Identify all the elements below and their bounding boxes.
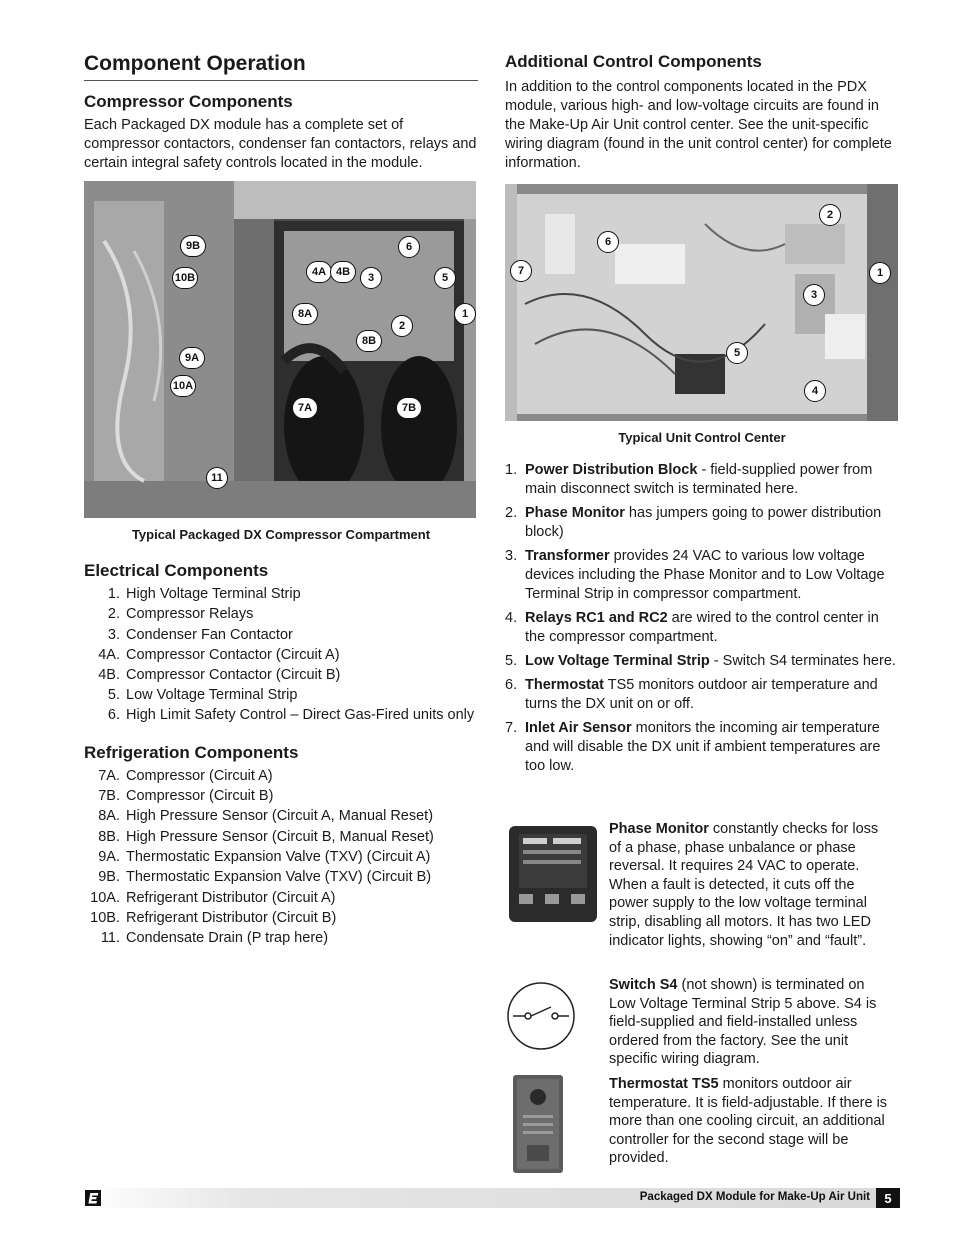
- electrical-list: [84, 584, 478, 724]
- additional-heading: Additional Control Components: [505, 52, 762, 71]
- photo-label-7a: 7A: [292, 397, 318, 419]
- list-item: 1. Power Distribution Block - field-supplied power from main disconnect switch is terminated here.: [505, 462, 873, 497]
- control-label-7: 7: [510, 260, 532, 282]
- company-logo-icon: [84, 1189, 102, 1207]
- additional-body: In addition to the control components located in the PDX module, various high- and low-voltage circuits are found in the Make-Up Air Unit control center. See the unit-specific wiring diagram (found in the unit control center) for complete information.: [505, 79, 892, 171]
- right-column: [505, 50, 899, 781]
- page-footer: [84, 1188, 900, 1208]
- photo-label-2: 2: [391, 315, 413, 337]
- page-number: 5: [876, 1188, 900, 1208]
- list-item: 8B. High Pressure Sensor (Circuit B, Manual Reset): [98, 828, 434, 845]
- list-item: 4B. Compressor Contactor (Circuit B): [98, 667, 341, 684]
- switch-symbol-icon: [505, 976, 601, 1056]
- photo-label-9b: 9B: [180, 235, 206, 257]
- control-label-2: 2: [819, 204, 841, 226]
- compressor-body: Each Packaged DX module has a complete set of compressor contactors, condenser fan contactors, relays and certain integral safety controls located in the module.: [84, 117, 477, 171]
- control-component-list: [505, 461, 899, 776]
- control-label-1: 1: [869, 262, 891, 284]
- list-item: 11. Condensate Drain (P trap here): [100, 930, 329, 947]
- list-item: 3. Condenser Fan Contactor: [107, 626, 293, 643]
- control-label-4: 4: [804, 380, 826, 402]
- list-item: 9A. Thermostatic Expansion Valve (TXV) (Circuit A): [98, 848, 431, 865]
- switch-s4-text: Switch S4 (not shown) is terminated on Low Voltage Terminal Strip 5 above. S4 is field-supplied and field-installed unless ordered from the factory. See the unit specific wiring diagram.: [609, 977, 877, 1068]
- thermostat-ts5-row: [505, 1075, 893, 1175]
- compressor-compartment-photo: [84, 181, 476, 518]
- page-heading: Component Operation: [84, 50, 478, 81]
- list-item: 7B. Compressor (Circuit B): [98, 788, 274, 805]
- list-item: 10A. Refrigerant Distributor (Circuit A): [90, 889, 336, 906]
- phase-monitor-text: Phase Monitor constantly checks for loss of a phase, phase unbalance or phase reversal. It requires 24 VAC to operate. When a fault is detected, it cuts off the power supply to the low voltage terminal strip, disabling all motors. It has two LED indicator lights, showing “on” and “fault”.: [609, 821, 879, 949]
- list-item: 6. High Limit Safety Control – Direct Gas-Fired units only: [107, 706, 475, 723]
- thermostat-image: [505, 1075, 601, 1175]
- electrical-heading: Electrical Components: [84, 561, 269, 580]
- photo-label-11: 11: [206, 467, 228, 489]
- list-item: 7A. Compressor (Circuit A): [98, 767, 273, 784]
- control-label-6: 6: [597, 231, 619, 253]
- photo-label-5: 5: [434, 267, 456, 289]
- control-label-3: 3: [803, 284, 825, 306]
- thermostat-icon: [505, 1075, 601, 1175]
- compressor-heading: Compressor Components: [84, 92, 293, 111]
- list-item: 1. High Voltage Terminal Strip: [107, 586, 301, 602]
- photo-label-8a: 8A: [292, 303, 318, 325]
- phase-monitor-row: [505, 820, 893, 950]
- photo-label-7b: 7B: [396, 397, 422, 419]
- list-item: 6. Thermostat TS5 monitors outdoor air temperature and turns the DX unit on or off.: [505, 677, 878, 712]
- list-item: 3. Transformer provides 24 VAC to various low voltage devices including the Phase Monitor and to Low Voltage Terminal Strip in compressor compartment.: [505, 548, 885, 602]
- control-center-caption: Typical Unit Control Center: [618, 430, 786, 445]
- photo-label-9a: 9A: [179, 347, 205, 369]
- control-label-5: 5: [726, 342, 748, 364]
- photo-label-4b: 4B: [330, 261, 356, 283]
- photo-label-10b: 10B: [172, 267, 198, 289]
- phase-monitor-image: [505, 820, 601, 930]
- list-item: 4A. Compressor Contactor (Circuit A): [98, 646, 340, 663]
- compressor-photo-caption: Typical Packaged DX Compressor Compartment: [131, 527, 431, 542]
- photo-label-4a: 4A: [306, 261, 332, 283]
- list-item: 2. Compressor Relays: [107, 606, 254, 623]
- phase-monitor-icon: [505, 820, 601, 930]
- list-item: 2. Phase Monitor has jumpers going to power distribution block): [505, 505, 882, 540]
- thermostat-ts5-text: Thermostat TS5 monitors outdoor air temperature. It is field-adjustable. If there is more than one cooling circuit, an additional controller for the second stage will be provided.: [609, 1076, 888, 1167]
- list-item: 8A. High Pressure Sensor (Circuit A, Manual Reset): [98, 808, 434, 825]
- list-item: 7. Inlet Air Sensor monitors the incoming air temperature and will disable the DX unit if ambient temperatures are too low.: [505, 720, 881, 774]
- list-item: 10B. Refrigerant Distributor (Circuit B): [90, 909, 337, 926]
- compressor-compartment-illustration: [84, 181, 476, 518]
- control-center-photo: [505, 184, 898, 421]
- photo-label-10a: 10A: [170, 375, 196, 397]
- list-item: 9B. Thermostatic Expansion Valve (TXV) (Circuit B): [98, 869, 432, 886]
- list-item: 5. Low Voltage Terminal Strip: [107, 687, 298, 704]
- switch-s4-image: [505, 976, 601, 1056]
- switch-s4-row: [505, 976, 893, 1069]
- refrigeration-list: [84, 766, 478, 949]
- list-item: 5. Low Voltage Terminal Strip - Switch S4 terminates here.: [505, 653, 896, 669]
- photo-label-8b: 8B: [356, 330, 382, 352]
- photo-label-3: 3: [360, 267, 382, 289]
- refrigeration-heading: Refrigeration Components: [84, 742, 299, 762]
- list-item: 4. Relays RC1 and RC2 are wired to the control center in the compressor compartment.: [505, 610, 879, 645]
- left-column: [84, 50, 478, 948]
- photo-label-6: 6: [398, 236, 420, 258]
- photo-label-1: 1: [454, 303, 476, 325]
- footer-title: Packaged DX Module for Make-Up Air Unit: [639, 1191, 870, 1203]
